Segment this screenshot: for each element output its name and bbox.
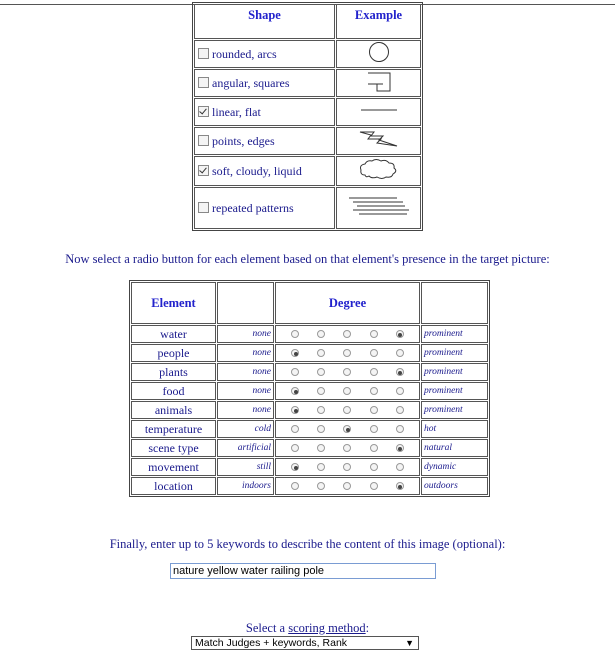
degree-low-label: indoors <box>217 477 274 495</box>
element-name: movement <box>131 458 216 476</box>
shape-checkbox[interactable] <box>198 165 209 176</box>
element-name: scene type <box>131 439 216 457</box>
degree-radio[interactable] <box>317 387 325 395</box>
element-name: animals <box>131 401 216 419</box>
shape-label: linear, flat <box>212 104 261 119</box>
element-name: people <box>131 344 216 362</box>
element-header: Element <box>131 282 216 324</box>
degree-high-label: dynamic <box>421 458 488 476</box>
shape-label: repeated patterns <box>212 200 294 215</box>
degree-radio[interactable] <box>396 330 404 338</box>
degree-radio[interactable] <box>317 463 325 471</box>
degree-low-label: none <box>217 344 274 362</box>
degree-low-label: none <box>217 401 274 419</box>
element-row <box>131 382 488 400</box>
shape-row <box>194 187 421 229</box>
degree-header: Degree <box>275 282 420 324</box>
shape-checkbox[interactable] <box>198 135 209 146</box>
degree-radio[interactable] <box>291 368 299 376</box>
degree-radio-group <box>276 425 419 433</box>
scoring-method-link[interactable]: scoring method <box>288 621 366 635</box>
degree-radio[interactable] <box>370 387 378 395</box>
element-name: temperature <box>131 420 216 438</box>
shape-label: rounded, arcs <box>212 46 277 61</box>
keywords-input[interactable] <box>170 563 436 579</box>
shape-table <box>192 2 423 231</box>
shape-label: points, edges <box>212 133 275 148</box>
scoring-suffix: : <box>365 621 370 635</box>
degree-low-label: artificial <box>217 439 274 457</box>
shape-checkbox[interactable] <box>198 48 209 59</box>
degree-high-label: prominent <box>421 401 488 419</box>
degree-radio[interactable] <box>396 406 404 414</box>
shape-row <box>194 40 421 68</box>
scoring-selected-value: Match Judges + keywords, Rank <box>195 637 348 649</box>
element-name: plants <box>131 363 216 381</box>
degree-radio[interactable] <box>317 482 325 490</box>
degree-radio[interactable] <box>291 349 299 357</box>
degree-radio[interactable] <box>396 349 404 357</box>
degree-radio-group <box>276 349 419 357</box>
shape-row <box>194 69 421 97</box>
degree-radio[interactable] <box>291 482 299 490</box>
degree-radio[interactable] <box>317 349 325 357</box>
degree-radio[interactable] <box>291 330 299 338</box>
stripes-icon <box>347 194 411 218</box>
circle-icon <box>364 41 394 63</box>
degree-radio[interactable] <box>317 368 325 376</box>
element-row <box>131 325 488 343</box>
degree-radio-group <box>276 482 419 490</box>
degree-radio[interactable] <box>291 387 299 395</box>
degree-radio[interactable] <box>370 330 378 338</box>
element-row <box>131 363 488 381</box>
degree-radio-group <box>276 444 419 452</box>
degree-radio-group <box>276 406 419 414</box>
shape-checkbox[interactable] <box>198 77 209 88</box>
element-name: location <box>131 477 216 495</box>
degree-radio-group <box>276 330 419 338</box>
element-row <box>131 439 488 457</box>
degree-radio[interactable] <box>370 425 378 433</box>
degree-radio-group <box>276 387 419 395</box>
degree-radio[interactable] <box>396 425 404 433</box>
degree-radio[interactable] <box>396 368 404 376</box>
keywords-instruction: Finally, enter up to 5 keywords to describe the content of this image (optional): <box>109 537 506 551</box>
lightning-icon <box>357 128 401 150</box>
shape-header: Shape <box>194 4 335 39</box>
radio-instruction: Now select a radio button for each element based on that element's presence in the target picture: <box>65 252 550 266</box>
cloud-icon <box>357 157 401 181</box>
degree-radio[interactable] <box>291 425 299 433</box>
element-row <box>131 401 488 419</box>
degree-radio[interactable] <box>370 444 378 452</box>
degree-high-label: prominent <box>421 363 488 381</box>
degree-radio[interactable] <box>343 482 351 490</box>
degree-radio[interactable] <box>396 387 404 395</box>
degree-radio[interactable] <box>343 330 351 338</box>
element-row <box>131 458 488 476</box>
degree-radio[interactable] <box>343 406 351 414</box>
element-row <box>131 477 488 495</box>
degree-radio[interactable] <box>343 368 351 376</box>
scoring-label <box>0 621 615 636</box>
degree-low-label: still <box>217 458 274 476</box>
example-header: Example <box>336 4 421 39</box>
degree-radio[interactable] <box>343 463 351 471</box>
degree-radio[interactable] <box>317 444 325 452</box>
degree-radio[interactable] <box>317 406 325 414</box>
degree-low-label: none <box>217 363 274 381</box>
degree-high-label: outdoors <box>421 477 488 495</box>
degree-radio[interactable] <box>396 482 404 490</box>
shape-label: soft, cloudy, liquid <box>212 163 302 178</box>
degree-radio[interactable] <box>343 425 351 433</box>
degree-radio[interactable] <box>396 444 404 452</box>
degree-low-label: cold <box>217 420 274 438</box>
shape-checkbox[interactable] <box>198 106 209 117</box>
degree-radio[interactable] <box>370 349 378 357</box>
line-icon <box>359 99 399 121</box>
degree-high-label: prominent <box>421 325 488 343</box>
degree-low-label: none <box>217 382 274 400</box>
shape-row <box>194 127 421 155</box>
degree-radio[interactable] <box>370 406 378 414</box>
shape-row <box>194 156 421 186</box>
scoring-prefix: Select a <box>245 621 289 635</box>
shape-label: angular, squares <box>212 75 290 90</box>
degree-low-label: none <box>217 325 274 343</box>
element-row <box>131 344 488 362</box>
degree-radio[interactable] <box>317 330 325 338</box>
degree-radio[interactable] <box>291 463 299 471</box>
degree-radio[interactable] <box>343 349 351 357</box>
degree-radio[interactable] <box>370 368 378 376</box>
scoring-method-select[interactable] <box>191 636 419 650</box>
degree-radio-group <box>276 463 419 471</box>
degree-radio[interactable] <box>370 463 378 471</box>
degree-radio[interactable] <box>291 444 299 452</box>
element-table <box>129 280 490 497</box>
degree-radio[interactable] <box>370 482 378 490</box>
degree-radio[interactable] <box>396 463 404 471</box>
degree-radio[interactable] <box>343 444 351 452</box>
element-name: water <box>131 325 216 343</box>
shape-checkbox[interactable] <box>198 202 209 213</box>
degree-high-label: hot <box>421 420 488 438</box>
shape-row <box>194 98 421 126</box>
square-icon <box>364 70 394 92</box>
degree-high-label: prominent <box>421 382 488 400</box>
element-row <box>131 420 488 438</box>
element-name: food <box>131 382 216 400</box>
degree-radio-group <box>276 368 419 376</box>
degree-radio[interactable] <box>343 387 351 395</box>
degree-high-label: natural <box>421 439 488 457</box>
degree-high-label: prominent <box>421 344 488 362</box>
degree-radio[interactable] <box>317 425 325 433</box>
degree-radio[interactable] <box>291 406 299 414</box>
dropdown-arrow-icon: ▼ <box>405 638 414 648</box>
